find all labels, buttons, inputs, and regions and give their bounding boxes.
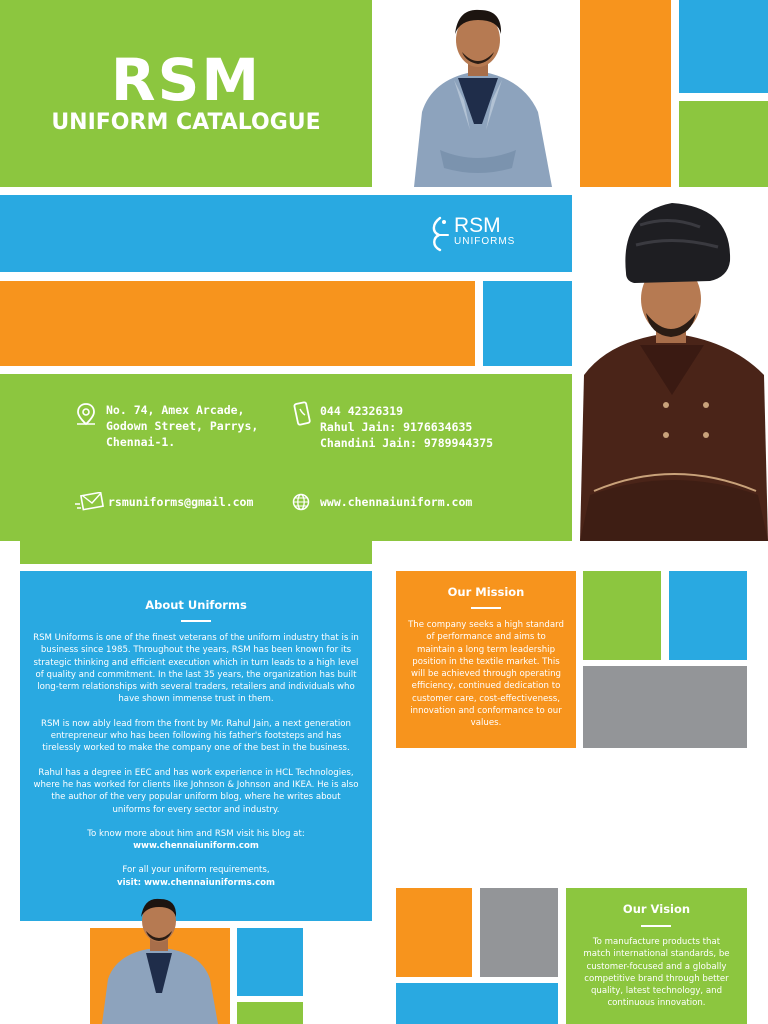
- tile-grey-mid: [583, 666, 747, 748]
- tile-green-bottom-left: [237, 1002, 303, 1024]
- about-blog-text: To know more about him and RSM visit his blog at:: [87, 828, 305, 839]
- email-envelope-icon: [74, 492, 104, 512]
- about-title-rule: [181, 620, 211, 622]
- vision-title-rule: [641, 925, 671, 927]
- tile-blue-bottom: [396, 983, 558, 1024]
- location-pin-icon: [74, 402, 98, 428]
- mission-body: The company seeks a high standard of performance and aims to maintain a long term leadership position in the textile market. This will be achieved through operating efficiency, continued dedication to customer care, cost-effectiveness, innovation and conformance to our values.: [408, 620, 564, 729]
- tile-orange-banner: [0, 281, 475, 366]
- mission-title-rule: [471, 607, 501, 609]
- logo-emblem-icon: [428, 216, 450, 252]
- tile-blue-bottom-left: [237, 928, 303, 996]
- about-requirements-text: For all your uniform requirements,: [122, 865, 270, 876]
- phone-office[interactable]: 044 42326319: [320, 404, 404, 418]
- logo-tagline: UNIFORMS: [454, 236, 516, 247]
- portrait-photo-suit-top: [384, 0, 572, 187]
- globe-icon: [292, 493, 310, 511]
- about-body: [32, 632, 360, 901]
- about-blog-link[interactable]: www.chennaiuniform.com: [133, 841, 259, 852]
- vision-title: Our Vision: [622, 902, 691, 916]
- vision-body: To manufacture products that match international standards, be customer-focused and a globally competitive brand through better quality, latest technology, and continuous innovation.: [583, 937, 730, 1009]
- tile-green-top-right: [679, 101, 768, 187]
- tile-blue-mid: [669, 571, 747, 660]
- logo-name: RSM: [454, 214, 501, 237]
- tile-orange-top-right: [580, 0, 671, 187]
- phone-block: [320, 403, 550, 451]
- about-site-link[interactable]: visit: www.chennaiuniforms.com: [116, 877, 276, 888]
- website-link[interactable]: www.chennaiuniform.com: [320, 495, 473, 509]
- cover-brand-title: RSM: [110, 46, 262, 114]
- about-paragraph-5: [32, 864, 360, 889]
- contact-panel: [0, 374, 572, 541]
- email-address[interactable]: rsmuniforms@gmail.com: [108, 495, 254, 509]
- tile-grey-bottom: [480, 888, 558, 977]
- address-line-3: Chennai-1.: [106, 435, 176, 449]
- phone-chandini[interactable]: Chandini Jain: 9789944375: [320, 436, 494, 450]
- about-paragraph-2: RSM is now ably lead from the front by Mr. Rahul Jain, a next generation entrepreneur who has been following his father's footsteps and has tirelessly worked to make the company one of the best in the business.: [41, 718, 351, 754]
- rsm-uniforms-logo: [428, 214, 548, 254]
- mission-title: Our Mission: [447, 585, 525, 599]
- cover-subtitle: UNIFORM CATALOGUE: [51, 110, 321, 135]
- about-paragraph-1: RSM Uniforms is one of the finest veterans of the uniform industry that is in business since 1985. Throughout the years, RSM has been known for its strategic thinking and efficient execution which in turn leads to a high level of quality and commitment. In the last 35 years, the organization has built long-term relationships with several traders, retailers and individuals who have shown immense trust in them.: [33, 633, 359, 705]
- portrait-photo-suit-bottom: [96, 893, 224, 1024]
- about-title: About Uniforms: [145, 598, 247, 612]
- about-paragraph-4: [32, 828, 360, 853]
- address-line-1: No. 74, Amex Arcade,: [106, 403, 245, 417]
- about-paragraph-3: Rahul has a degree in EEC and has work experience in HCL Technologies, where he has worked for clients like Johnson & Johnson and IKEA. He is also the author of the very popular uniform blog, where he writes about uniforms for every sector and industry.: [33, 767, 359, 815]
- tile-green-mid: [583, 571, 661, 660]
- tile-blue-top-right: [679, 0, 768, 93]
- mobile-phone-icon: [292, 401, 312, 427]
- tile-orange-bottom: [396, 888, 472, 977]
- address-line-2: Godown Street, Parrys,: [106, 419, 259, 433]
- portrait-photo-chef: [580, 195, 768, 541]
- tile-blue-small: [483, 281, 572, 366]
- address-block: [106, 402, 286, 450]
- phone-rahul[interactable]: Rahul Jain: 9176634635: [320, 420, 473, 434]
- contact-panel-tab: [20, 540, 372, 564]
